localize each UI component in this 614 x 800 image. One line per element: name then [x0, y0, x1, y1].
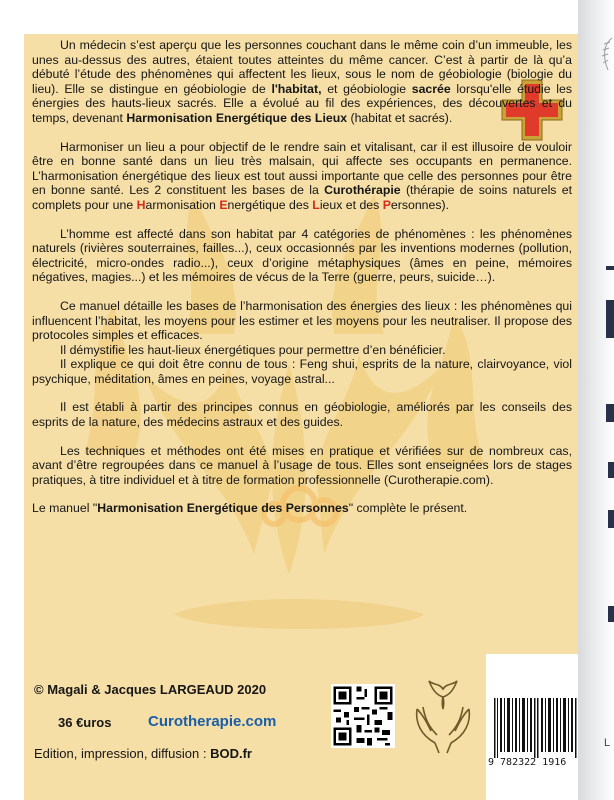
initial-e: E [219, 197, 228, 212]
isbn-number: 9 782322 1916 [488, 757, 567, 768]
dove-hands-logo-icon [409, 679, 477, 757]
paragraph-9: Le manuel "Harmonisation Energétique des Personnes" complète le présent. [32, 501, 468, 516]
paragraph-2: Harmoniser un lieu a pour objectif de le rendre sain et vitalisant, car il est illusoire de vouloir être en bonne santé dans un lieu très malsain, qui affecte ses occupants en permanence. L’harmonisation énergétique des lieux est tout aussi importante que celle des personnes pour être en bonne santé. Les 2 constituent les bases de la Curothérapie (thérapie de soins naturels et complets pour une Harmonisation Energétique des Lieux et des Personnes). [32, 139, 572, 212]
description-text [32, 38, 572, 530]
spine-letter: L [604, 737, 611, 749]
spine-mark [606, 266, 614, 270]
website-link[interactable]: Curotherapie.com [148, 713, 277, 730]
paragraph-5: Il démystifie les haut-lieux énergétiques pour permettre d’en bénéficier. [60, 342, 446, 357]
back-cover [24, 34, 578, 800]
price-label: 36 €uros [58, 715, 112, 730]
paragraph-6: Il explique ce qui doit être connu de tous : Feng shui, esprits de la nature, clairvoyance, viol psychique, méditation, âmes en peines, voyage astral... [32, 357, 572, 386]
paragraph-8: Les techniques et méthodes ont été mises en pratique et vérifiées sur de nombreux cas, avant d’être regroupées dans ce manuel à l’usage de tous. Elles sont enseignées lors de stages pratiques, à titre individuel et à titre de formation professionnelle (Curotherapie.com). [32, 443, 572, 487]
initial-p: P [382, 197, 391, 212]
spine-mark [608, 606, 614, 622]
spine-mark [606, 300, 614, 338]
barcode-area [486, 654, 578, 800]
paragraph-3: L’homme est affecté dans son habitat par 4 catégories de phénomènes : les phénomènes naturels (rivières souterraines, failles...), ceux occasionnés par les inventions modernes (pollution, électricité, micro-ondes radio...), ceux d’origine métaphysiques (âmes en peine, mémoires négatives, magies...) et les mémoires de vécus de la Terre (guerre, peurs, suicide…). [32, 226, 572, 285]
qr-code-icon[interactable] [331, 684, 395, 748]
spine-mark [608, 510, 614, 528]
spine-mark [608, 462, 614, 478]
barcode-icon [492, 698, 578, 758]
initial-l: L [312, 197, 320, 212]
spine-mark [606, 404, 614, 422]
book-spine [578, 0, 614, 800]
paragraph-4: Ce manuel détaille les bases de l’harmonisation des énergies des lieux : les phénomènes qui influencent l’habitat, les moyens pour les estimer et les moyens pour les neutraliser. Il propose des protocoles simples et efficaces. [32, 298, 572, 343]
leaf-ornament-icon [598, 36, 614, 72]
copyright-line: © Magali & Jacques LARGEAUD 2020 [34, 682, 267, 697]
paragraph-7: Il est établi à partir des principes connus en géobiologie, améliorés par les conseils des esprits de la nature, des médecins astraux et des guides. [32, 400, 572, 430]
initial-h: H [136, 197, 146, 212]
paragraph-1: Un médecin s’est aperçu que les personnes couchant dans le même coin d’un immeuble, les unes au-dessus des autres, étaient toutes atteintes du même cancer. C’est à partir de là qu’a débuté l’étude des phénomènes qui affectent les lieux, sous le nom de géobiologie (biologie du lieu). Elle se distingue en géobiologie de l'habitat, et géobiologie sacrée lorsqu'elle étudie les énergies des hauts-lieux sacrés. Elle a évolué au fil des expériences, des découvertes et du temps, devenant Harmonisation Energétique des Lieux (habitat et sacrés). [32, 38, 572, 125]
edition-line: Edition, impression, diffusion : BOD.fr [34, 746, 252, 761]
